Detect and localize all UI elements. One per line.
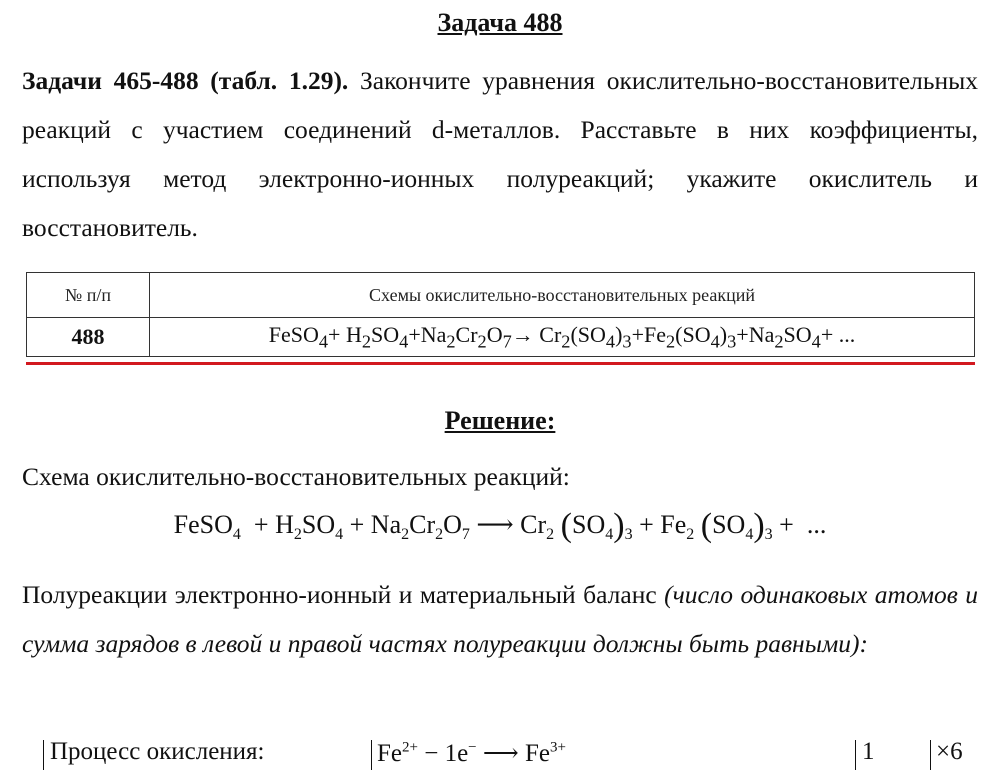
solution-heading: Решение: bbox=[444, 406, 556, 435]
oxidation-factor: ×6 bbox=[936, 738, 963, 765]
task-table bbox=[26, 272, 975, 357]
header-scheme: Схемы окислительно-восстановительных реакций bbox=[150, 273, 975, 318]
oxidation-mult: 1 bbox=[862, 738, 875, 765]
task-statement bbox=[22, 56, 978, 252]
oxidation-equation: $Fe^{2+} - 1e^-$ ⟶ $Fe^{3+}$ bbox=[377, 739, 566, 767]
page-title: Задача 488 bbox=[437, 8, 563, 37]
bracket-left bbox=[43, 740, 44, 770]
balance-text: Полуреакции электронно-ионный и материальный баланс bbox=[22, 580, 665, 609]
bracket-factor bbox=[930, 740, 931, 770]
scheme-label: Схема окислительно-восстановительных реакций: bbox=[22, 462, 570, 491]
reaction-equation: FeSO$_4$ + $H_2SO_4 + Na_2Cr_2O_7$ ⟶ $Cr_2$ $(SO_4)_3 + Fe_2$ $(SO_4)_3$ + ... bbox=[173, 507, 827, 544]
header-num: № п/п bbox=[27, 273, 150, 318]
bracket-mult bbox=[855, 740, 856, 770]
task-text: Закончите уравнения окислительно-восстановительных реакций с участием соединений d-металлов. Расставьте в них коэффициенты, используя метод электронно-ионных полуреакций; укажите окислитель и восстановитель. bbox=[22, 66, 978, 242]
balance-paragraph bbox=[22, 570, 978, 668]
task-lead: Задачи 465-488 (табл. 1.29). bbox=[22, 66, 349, 95]
balance-note: (число одинаковых атомов и сумма зарядов в левой и правой частях полуреакции должны быть равными): bbox=[22, 580, 978, 658]
row-equation: FeSO$_4$+ $H_2SO_4+Na_2Cr_2O_7\to Cr_2(SO_4)_3+Fe_2(SO_4)_3+Na_2SO_4+$ ... bbox=[150, 318, 975, 357]
table-header-row bbox=[27, 273, 975, 318]
table-underline bbox=[26, 362, 975, 365]
bracket-equation bbox=[371, 740, 372, 770]
oxidation-label: Процесс окисления: bbox=[50, 738, 265, 765]
row-num: 488 bbox=[27, 318, 150, 357]
table-row bbox=[27, 318, 975, 357]
